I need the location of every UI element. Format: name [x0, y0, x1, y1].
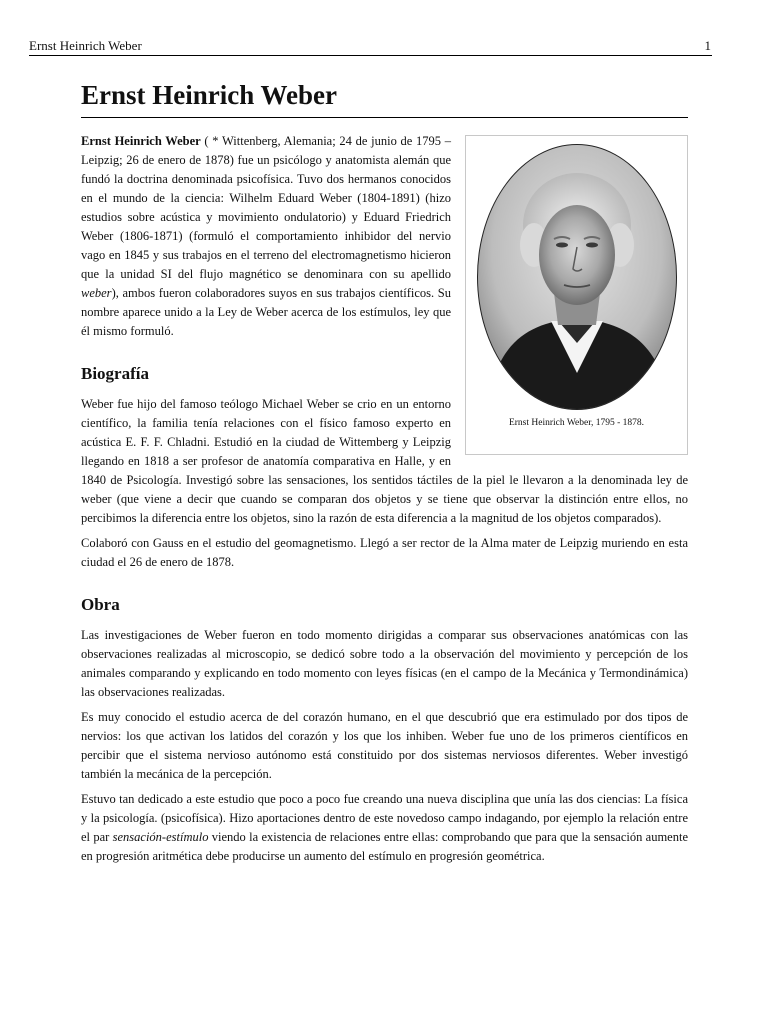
title-rule [81, 117, 688, 118]
biografia-paragraph-2: Colaboró con Gauss en el estudio del geomagnetismo. Llegó a ser rector de la Alma mater de Leipzig muriendo en esta ciudad el 26 de enero de 1878. [81, 536, 688, 569]
portrait-image [476, 143, 678, 411]
page-number: 1 [704, 38, 711, 53]
figure-caption: Ernst Heinrich Weber, 1795 - 1878. [508, 418, 645, 428]
obra-p3-text-1: Estuvo tan dedicado a este estudio que poco a poco fue creando una nueva disciplina que unía las dos ciencias: La física y la psicología. (psicofísica). Hizo aportaciones dentro de este novedoso campo indagando, por ejemplo la relación entre el par [81, 792, 688, 844]
obra-paragraph-3 [81, 790, 688, 866]
portrait-figure [465, 135, 688, 455]
obra-paragraph-2: Es muy conocido el estudio acerca de del corazón humano, en el que descubrió que era estimulado por dos tipos de nervios: los que activan los latidos del corazón y los que los inhiben. Weber fue uno de los primeros científicos en percibir que el sistema nervioso autónomo está constituido por dos sistemas nerviosos diferentes. Weber investigó también la mecánica de la percepción. [81, 710, 688, 781]
header-rule [29, 55, 712, 56]
intro-text-2: ), ambos fueron colaboradores suyos en sus trabajos científicos. Su nombre aparece unido a la Ley de Weber acerca de los estímulos, ley que él mismo formuló. [81, 286, 451, 338]
intro-italic-term: weber [81, 286, 112, 300]
section-heading-biografia: Biografía [81, 364, 149, 383]
article-body [81, 78, 688, 866]
article-title: Ernst Heinrich Weber [81, 80, 337, 110]
biografia-paragraph-1: Weber fue hijo del famoso teólogo Michael Weber se crio en un entorno científico, la familia tenía relaciones con el físico famoso experto en acústica E. F. F. Chladni. Estudió en la ciudad de Wittemberg y Leipzig llegando en 1818 a ser profesor de anatomía comparativa en Halle, y en 1840 de Psicología. Investigó sobre las sensaciones, los sentidos táctiles de la piel le llevaron a la denominada ley de weber (que viene a decir que cuando se comparan dos objetos y se tiene que observar la distinción entre ellos, no percibimos la diferencia entre los objetos, sino la razón de esta diferencia a la magnitud de los objetos comparados). [81, 397, 688, 525]
running-title: Ernst Heinrich Weber [29, 38, 142, 53]
section-heading-obra: Obra [81, 595, 120, 614]
intro-name: Ernst Heinrich Weber [81, 134, 201, 148]
obra-p3-text-2: viendo la existencia de relaciones entre ellas: comprobando que para que la sensación aumente en progresión aritmética debe producirse un aumento del estímulo en progresión geométrica. [81, 830, 689, 863]
intro-text-1: ( * Wittenberg, Alemania; 24 de junio de 1795 – Leipzig; 26 de enero de 1878) fue un psicólogo y anatomista alemán que fundó la doctrina denominada psicofísica. Tuvo dos hermanos conocidos en el mundo de la ciencia: Wilhelm Eduard Weber (1804-1891) (hizo estudios sobre acústica y movimiento ondulatorio) y Eduard Friedrich Weber (1806-1871) (formuló el comportamiento inhibidor del nervio vago en 1845 y sus trabajos en el terreno del electromagnetismo hicieron que la unidad SI del flujo magnético se denominara con su apellido [81, 134, 451, 281]
obra-paragraph-1: Las investigaciones de Weber fueron en todo momento dirigidas a comparar sus observaciones anatómicas con las observaciones realizadas al microscopio, se dedicó sobre todo a la observación del movimiento y percepción de los animales comparando y explicando en todo momento con leyes físicas (en el campo de la Mecánica y Termondinámica) las observaciones realizadas. [81, 628, 688, 699]
obra-p3-italic-term: sensación-estímulo [112, 830, 209, 844]
